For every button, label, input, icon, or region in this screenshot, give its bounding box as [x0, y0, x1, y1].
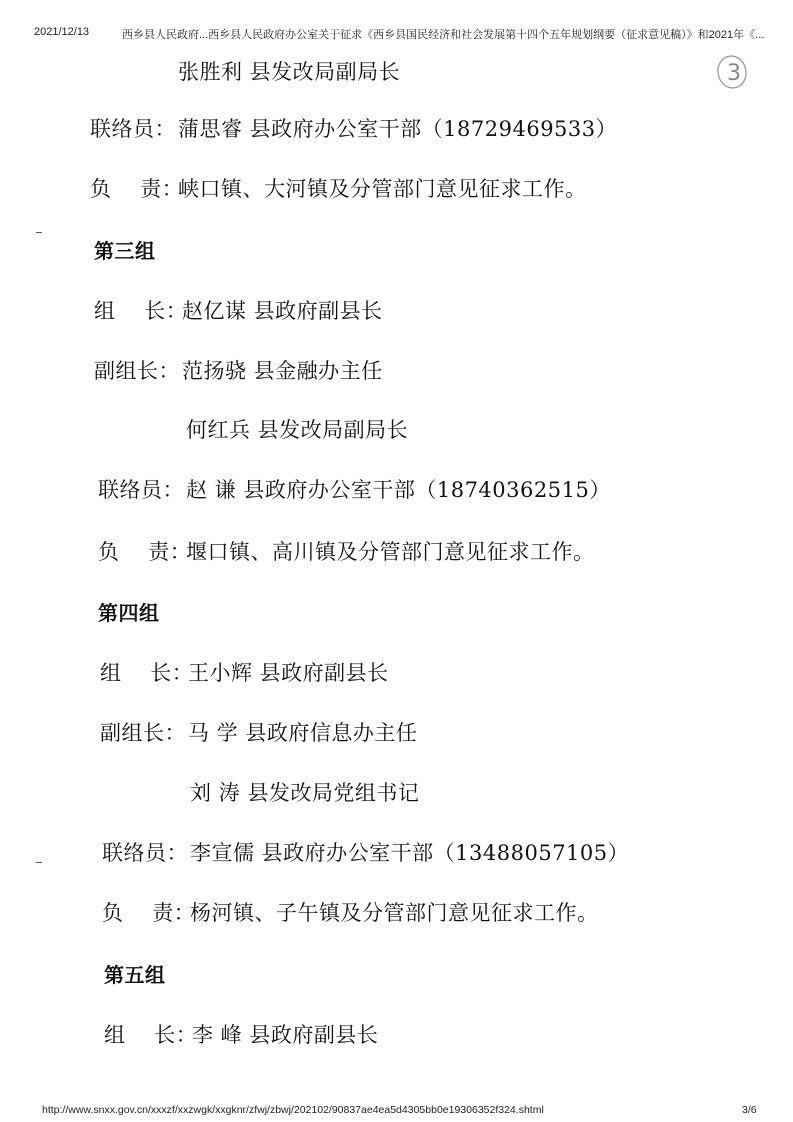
line-label: 联络员：	[90, 117, 176, 141]
line-value: 马 学 县政府信息办主任	[188, 721, 418, 745]
line-label: 联络员：	[102, 841, 188, 865]
doc-line-2	[90, 114, 617, 144]
line-value: 峡口镇、大河镇及分管部门意见征求工作。	[178, 177, 587, 201]
line-label: 副组长：	[94, 359, 180, 383]
doc-line-1	[178, 57, 400, 87]
line-label: 副组长：	[100, 721, 186, 745]
svg-text:3: 3	[727, 61, 741, 86]
print-page-number: 3/6	[742, 1104, 757, 1116]
doc-line-9	[98, 537, 595, 567]
print-url: http://www.snxx.gov.cn/xxxzf/xxzwgk/xxgknr/zfwj/zbwj/202102/90837ae4ea5d4305bb0e19306352f324.shtml	[42, 1104, 544, 1116]
doc-line-8	[98, 475, 611, 505]
line-label: 组 长：	[94, 299, 188, 323]
line-label: 负 责：	[90, 177, 184, 201]
line-value: 王小辉 县政府副县长	[188, 661, 389, 685]
line-value: 范扬骁 县金融办主任	[182, 359, 383, 383]
scan-speck	[36, 862, 42, 863]
group-heading-4: 第四组	[98, 601, 160, 625]
line-value: 李宣儒 县政府办公室干部（13488057105）	[190, 841, 630, 865]
line-value: 堰口镇、高川镇及分管部门意见征求工作。	[186, 540, 595, 564]
doc-line-15	[102, 898, 599, 928]
doc-line-12	[100, 718, 417, 748]
line-label: 负 责：	[102, 901, 196, 925]
handwritten-page-number	[712, 52, 752, 92]
print-date: 2021/12/13	[34, 26, 90, 38]
group-heading-3: 第三组	[94, 239, 156, 263]
line-value: 张胜利 县发改局副局长	[178, 60, 401, 84]
line-value: 赵 谦 县政府办公室干部（18740362515）	[186, 478, 611, 502]
line-label: 联络员：	[98, 478, 184, 502]
doc-line-13	[190, 778, 419, 808]
scan-speck	[36, 232, 42, 233]
doc-line-14	[102, 838, 629, 868]
line-value: 何红兵 县发改局副局长	[186, 418, 409, 442]
line-value: 赵亿谋 县政府副县长	[182, 299, 383, 323]
group-heading-5: 第五组	[104, 963, 166, 987]
line-label: 组 长：	[100, 661, 194, 685]
line-value: 杨河镇、子午镇及分管部门意见征求工作。	[190, 901, 599, 925]
line-value: 李 峰 县政府副县长	[192, 1023, 379, 1047]
line-label: 组 长：	[104, 1023, 198, 1047]
line-value: 蒲思睿 县政府办公室干部（18729469533）	[178, 117, 618, 141]
line-label: 负 责：	[98, 540, 192, 564]
doc-line-3	[90, 174, 587, 204]
doc-line-17	[104, 1020, 378, 1050]
doc-line-11	[100, 658, 389, 688]
doc-line-6	[94, 356, 383, 386]
print-page-title: 西乡县人民政府...西乡县人民政府办公室关于征求《西乡县国民经济和社会发展第十四个五年规划纲要（征求意见稿）》和2021年《...	[122, 29, 765, 41]
line-value: 刘 涛 县发改局党组书记	[190, 781, 420, 805]
doc-line-5	[94, 296, 383, 326]
doc-line-7	[186, 415, 408, 445]
